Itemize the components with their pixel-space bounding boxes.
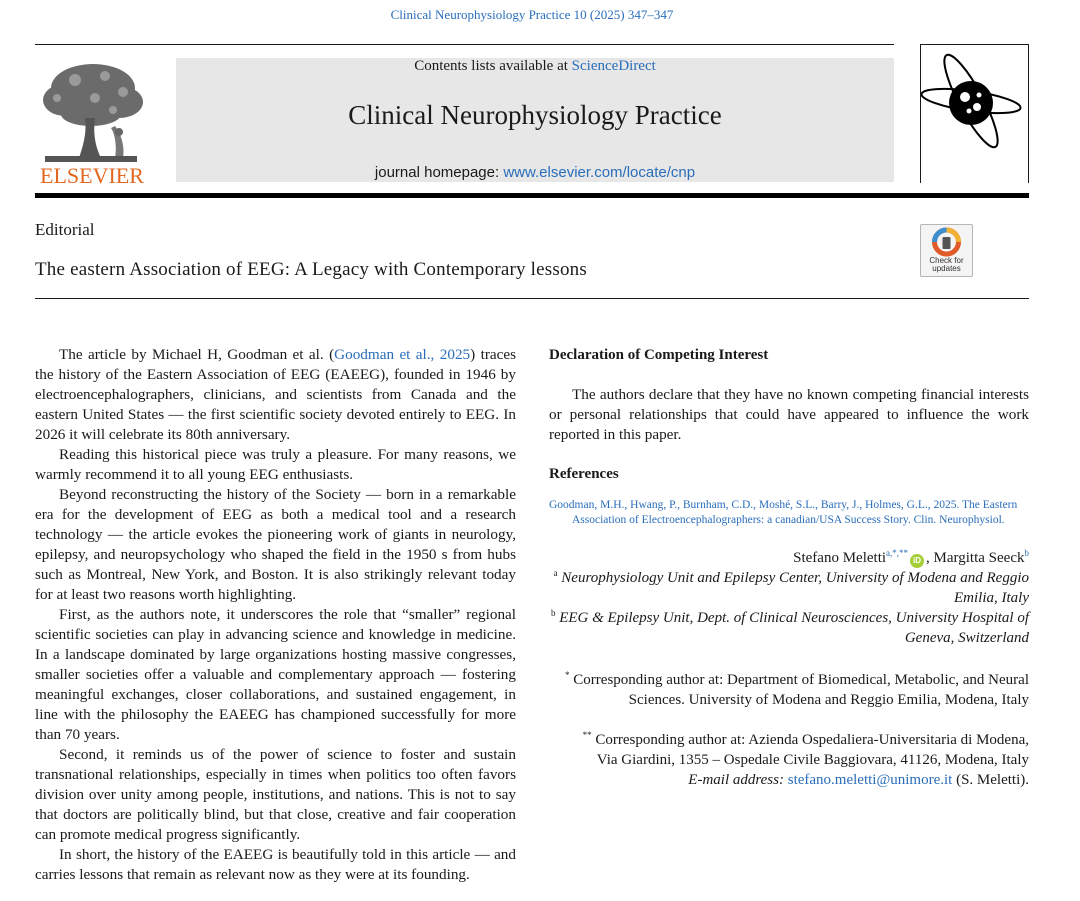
affiliation-b-mark: b <box>550 608 556 618</box>
author-seeck[interactable]: Margitta Seeck <box>933 550 1025 566</box>
affiliation-b <box>549 608 1029 648</box>
corr2-mark: ** <box>582 730 592 740</box>
journal-homepage-link[interactable]: www.elsevier.com/locate/cnp <box>503 164 696 181</box>
check-updates-icon <box>921 225 972 257</box>
elsevier-wordmark: ELSEVIER <box>40 163 144 188</box>
affiliation-b-text: EEG & Epilepsy Unit, Dept. of Clinical Neurosciences, University Hospital of Geneva, Switzerland <box>559 610 1029 646</box>
check-updates-label: Check for updates <box>929 256 964 273</box>
author-separator: , <box>926 550 934 566</box>
journal-cover-thumbnail[interactable] <box>920 44 1029 183</box>
corr2-text: Corresponding author at: Azienda Ospedaliera-Universitaria di Modena, Via Giardini, 1355 – Ospedale Civile Baggiovara, 41126, Modena, Italy <box>595 732 1029 768</box>
email-line <box>549 770 1029 790</box>
article-body-left-column <box>35 345 516 885</box>
author-line <box>549 548 1029 568</box>
article-body-right-column <box>549 345 1029 790</box>
body-paragraph-5: Second, it reminds us of the power of science to foster and sustain transnational relationships, especially in times when politics too often favors division over unity among people, institutions, and nations. This is not to say that doctors are politically blind, but that close, creative and fair cooperation can promote medical progress significantly. <box>35 746 516 843</box>
journal-banner <box>176 58 894 182</box>
author1-marks[interactable]: a,*,** <box>886 548 909 558</box>
author-email-link[interactable]: stefano.meletti@unimore.it <box>787 772 953 788</box>
declaration-text: The authors declare that they have no known competing financial interests or personal relationships that could have appeared to influence the work reported in this paper. <box>549 386 1029 443</box>
affiliation-a-mark: a <box>553 568 558 578</box>
corr1-text: Corresponding author at: Department of Biomedical, Metabolic, and Neural Sciences. University of Modena and Reggio Emilia, Modena, Italy <box>573 672 1029 708</box>
homepage-prefix: journal homepage: <box>374 164 500 181</box>
article-title: The eastern Association of EEG: A Legacy with Contemporary lessons <box>35 259 587 280</box>
homepage-line <box>176 164 894 181</box>
journal-title: Clinical Neurophysiology Practice <box>348 100 722 130</box>
contents-prefix: Contents lists available at <box>414 58 568 74</box>
body-paragraph-1: The article by Michael H, Goodman et al. (Goodman et al., 2025) traces the history of the Eastern Association of EEG (EAEEG), founded in 1946 by electroencephalographers, clinicians, and scientists from Canada and the eastern United States — the first scientific society devoted entirely to EEG. In 2026 it will celebrate its 80th anniversary. <box>35 346 517 443</box>
goodman-citation-link[interactable]: Goodman et al., 2025 <box>334 346 471 363</box>
sciencedirect-link[interactable]: ScienceDirect <box>571 58 656 74</box>
email-suffix: (S. Meletti). <box>952 772 1029 788</box>
header-top-rule <box>35 44 894 45</box>
corr1-mark: * <box>565 670 570 680</box>
references-heading: References <box>549 466 619 482</box>
reference-item[interactable]: Goodman, M.H., Hwang, P., Burnham, C.D., Moshé, S.L., Barry, J., Holmes, G.L., 2025. The Eastern Association of Electroencephalographers: a canadian/USA Success Story. Clin. Neurophysiol. <box>549 499 1018 526</box>
body-paragraph-3: Beyond reconstructing the history of the Society — born in a remarkable era for the development of EEG as both a medical tool and a research technology — the article evokes the pioneering work of giants in neurology, epilepsy, and neuropsychology who shaped the field in the 1950 s from hubs such as Montreal, New York, and Boston. It is also strikingly relevant today for at least two reasons worth highlighting. <box>35 486 516 603</box>
article-type: Editorial <box>35 220 95 239</box>
check-for-updates-badge[interactable] <box>920 224 973 277</box>
orcid-icon[interactable]: iD <box>910 554 924 568</box>
author-meletti[interactable]: Stefano Meletti <box>793 550 887 566</box>
journal-cover-emblem <box>921 45 1028 183</box>
affiliation-a-text: Neurophysiology Unit and Epilepsy Center, University of Modena and Reggio Emilia, Italy <box>561 570 1029 606</box>
author2-mark[interactable]: b <box>1024 548 1029 558</box>
header-thick-rule <box>35 193 1029 198</box>
body-paragraph-4: First, as the authors note, it underscores the role that “smaller” regional scientific societies can play in advancing science and knowledge in medicine. In a landscape dominated by large organizations hosting massive congresses, smaller societies offer a valuable and complementary approach — fostering meaningful exchanges, closer collaborations, and sustained engagement, in line with the philosophy the EAEEG has championed successfully for more than 70 years. <box>35 606 516 743</box>
title-rule <box>35 298 1029 299</box>
corresponding-author-1 <box>549 670 1029 710</box>
declaration-heading: Declaration of Competing Interest <box>549 347 769 363</box>
contents-line <box>176 58 894 74</box>
affiliation-a <box>549 568 1029 608</box>
email-label: E-mail address: <box>688 772 784 788</box>
corresponding-author-2 <box>549 730 1029 770</box>
body-paragraph-6: In short, the history of the EAEEG is beautifully told in this article — and carries lessons that remain as relevant now as they were at its founding. <box>35 846 516 883</box>
journal-citation-line[interactable]: Clinical Neurophysiology Practice 10 (2025) 347–347 <box>390 7 674 22</box>
body-paragraph-2: Reading this historical piece was truly a pleasure. For many reasons, we warmly recommend it to all young EEG enthusiasts. <box>35 446 516 483</box>
